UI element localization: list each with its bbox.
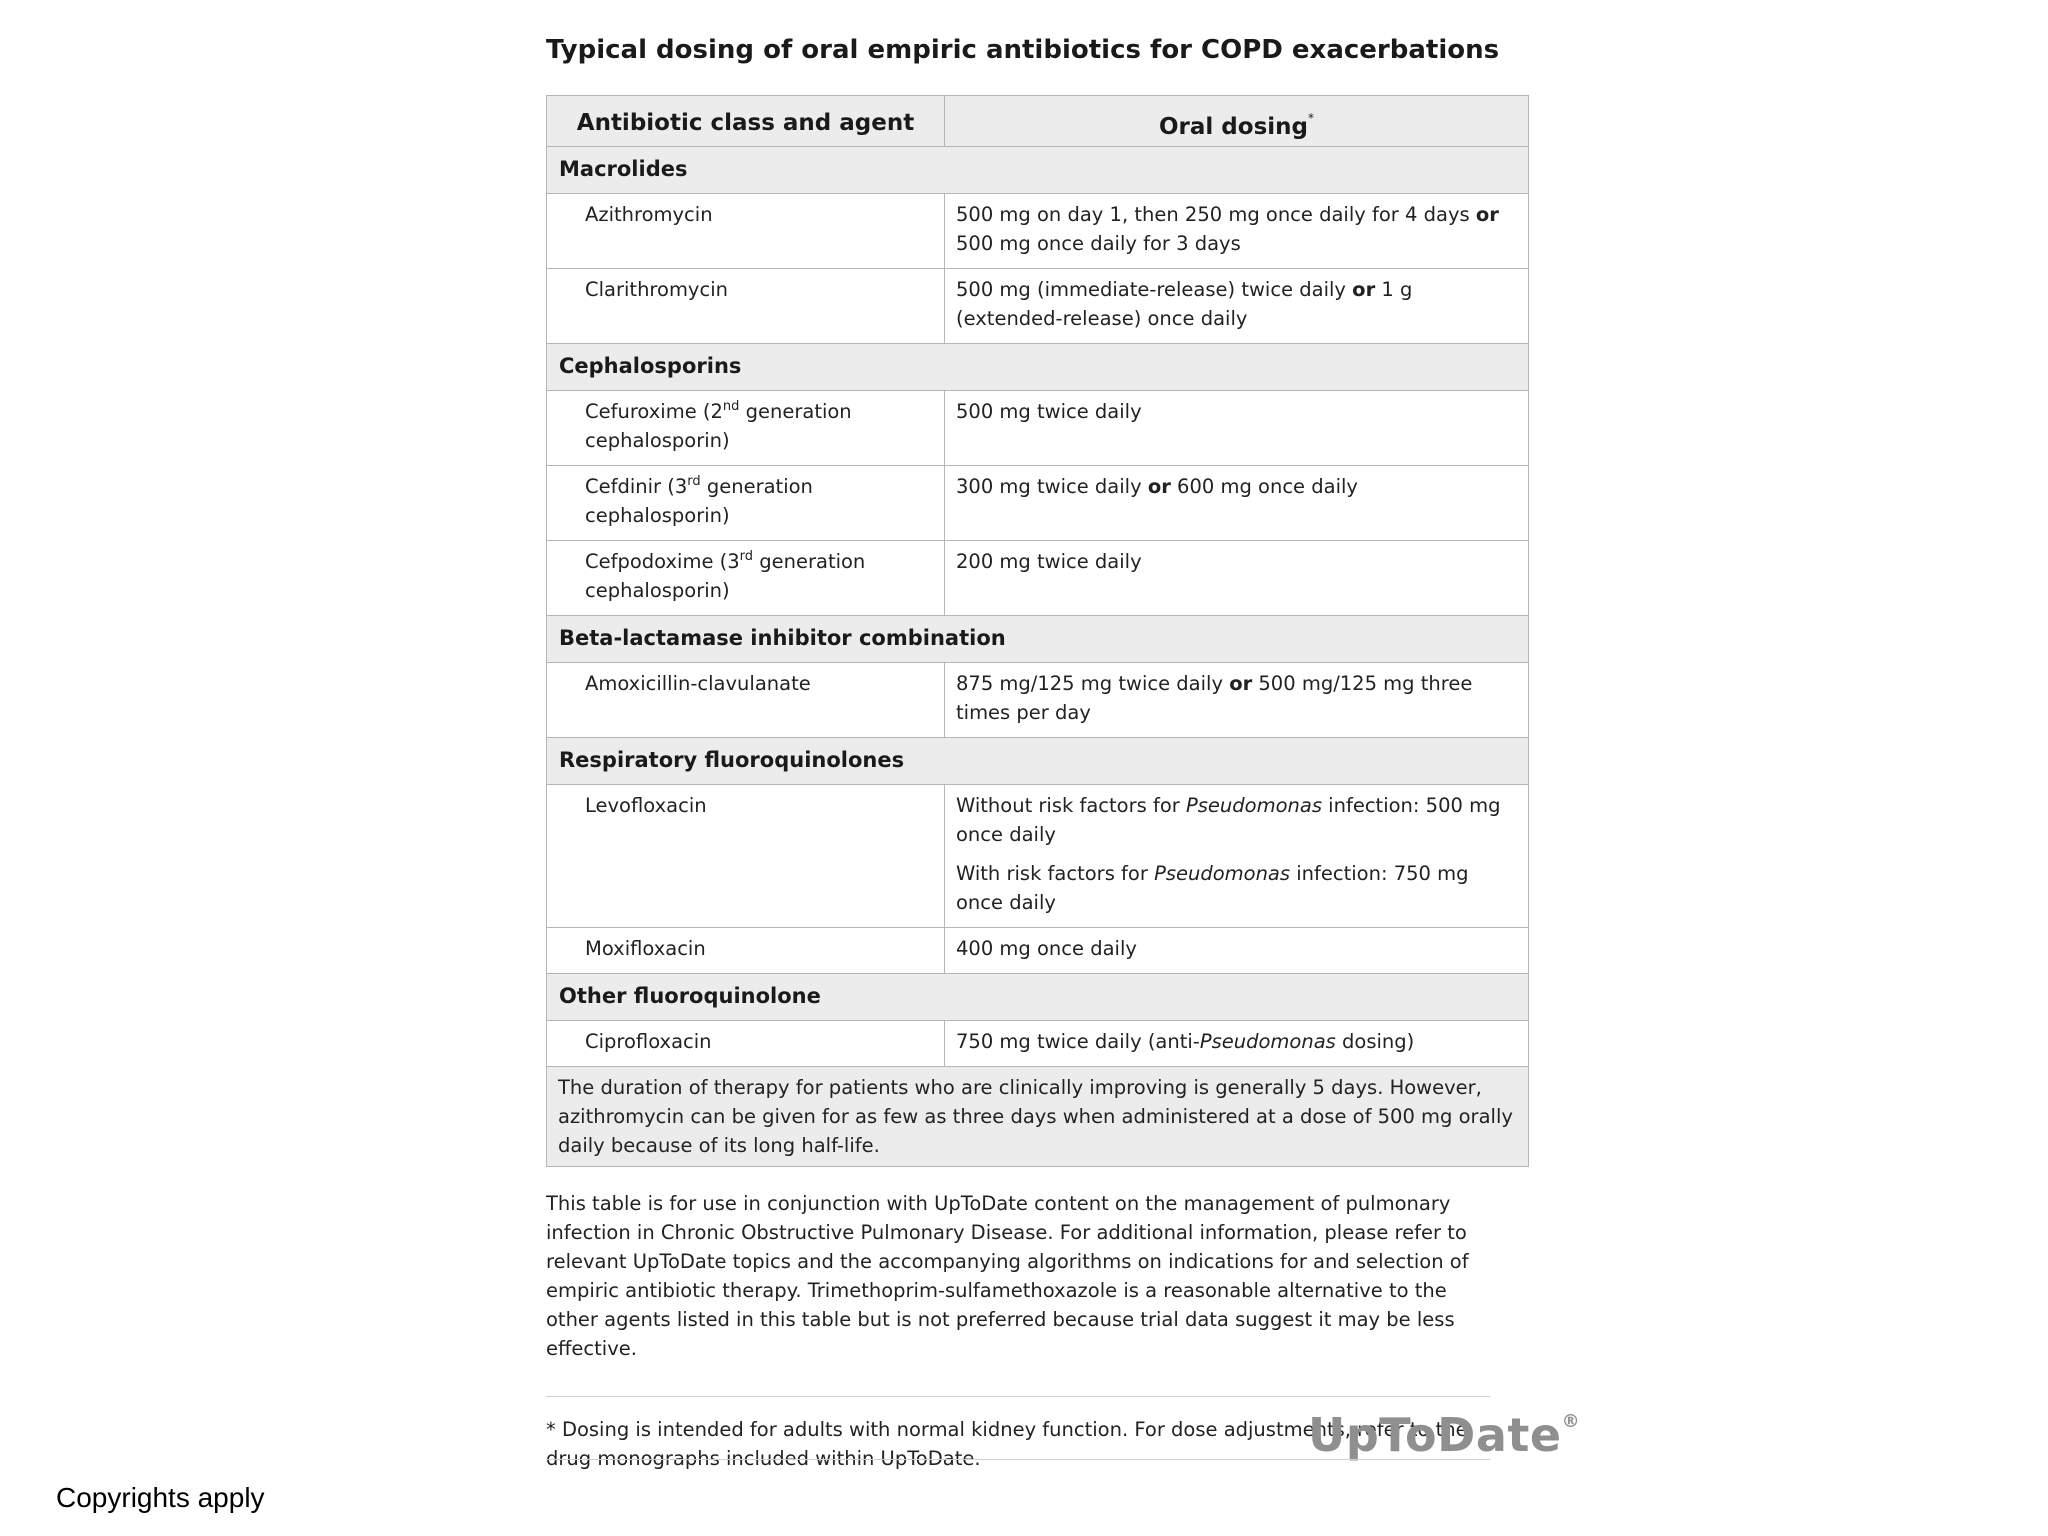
- text-run: Levofloxacin: [585, 794, 707, 817]
- text-run: Cefdinir (3: [585, 475, 688, 498]
- dosing-cell: [945, 194, 1529, 269]
- header-dosing-label: Oral dosing: [1159, 114, 1308, 140]
- table-row: [547, 269, 1529, 344]
- text-run: 500 mg once daily for 3 days: [956, 232, 1241, 255]
- group-heading: Respiratory fluoroquinolones: [547, 738, 1529, 785]
- text-run: 500 mg (immediate-release) twice daily: [956, 278, 1353, 301]
- agent-cell: [547, 928, 945, 974]
- dosing-paragraph: [956, 397, 1518, 426]
- uptodate-logo: [1308, 1408, 1580, 1462]
- text-run: 875 mg/125 mg twice daily: [956, 672, 1230, 695]
- text-run: 200 mg twice daily: [956, 550, 1142, 573]
- table-body: [547, 147, 1529, 1067]
- dosing-cell: [945, 663, 1529, 738]
- text-run: generation cephalosporin): [585, 475, 813, 527]
- emphasis-or: or: [1475, 203, 1499, 226]
- text-run: Clarithromycin: [585, 278, 728, 301]
- text-run: 500 mg on day 1, then 250 mg once daily for 4 days: [956, 203, 1476, 226]
- agent-cell: [547, 1021, 945, 1067]
- agent-cell: [547, 785, 945, 928]
- group-row: [547, 344, 1529, 391]
- agent-cell: [547, 541, 945, 616]
- dosing-cell: [945, 391, 1529, 466]
- dosing-paragraph: [956, 1027, 1518, 1056]
- footnote: * Dosing is intended for adults with normal kidney function. For dose adjustments, refer to the drug monographs included within UpToDate.: [546, 1418, 1468, 1470]
- table-row: [547, 541, 1529, 616]
- dosing-table: [546, 95, 1529, 1167]
- registered-mark: ®: [1561, 1411, 1581, 1432]
- header-agent: Antibiotic class and agent: [547, 96, 945, 147]
- text-run: Amoxicillin-clavulanate: [585, 672, 811, 695]
- usage-paragraph: This table is for use in conjunction with UpToDate content on the management of pulmonary infection in Chronic Obstructive Pulmonary Disease. For additional information, please refer to relevant UpToDate topics and the accompanying algorithms on indications for and selection of empiric antibiotic therapy. Trimethoprim-sulfamethoxazole is a reasonable alternative to the other agents listed in this table but is not preferred because trial data suggest it may be less effective.: [546, 1192, 1469, 1360]
- dosing-paragraph: [956, 934, 1518, 963]
- table-note-row: [547, 1067, 1529, 1167]
- group-row: [547, 616, 1529, 663]
- organism-name: Pseudomonas: [1186, 794, 1322, 817]
- text-run: Cefpodoxime (3: [585, 550, 740, 573]
- text-run: 500 mg/125 mg three times per day: [956, 672, 1473, 724]
- text-run: infection: 500 mg once daily: [956, 794, 1501, 846]
- dosing-paragraph: [956, 547, 1518, 576]
- text-run: Ciprofloxacin: [585, 1030, 712, 1053]
- group-row: [547, 147, 1529, 194]
- agent-cell: [547, 269, 945, 344]
- group-heading: Other fluoroquinolone: [547, 974, 1529, 1021]
- text-run: 300 mg twice daily: [956, 475, 1148, 498]
- dosing-cell: [945, 541, 1529, 616]
- group-row: [547, 738, 1529, 785]
- ordinal-suffix: rd: [687, 474, 701, 489]
- text-run: 600 mg once daily: [1170, 475, 1358, 498]
- copyright-notice: Copyrights apply: [56, 1482, 265, 1513]
- table-row: [547, 391, 1529, 466]
- dosing-paragraph: [956, 200, 1518, 258]
- dosing-paragraph: [956, 859, 1518, 917]
- text-run: Azithromycin: [585, 203, 713, 226]
- table-row: [547, 194, 1529, 269]
- text-run: 400 mg once daily: [956, 937, 1137, 960]
- ordinal-suffix: rd: [739, 549, 754, 564]
- ordinal-suffix: nd: [722, 399, 740, 414]
- dosing-cell: [945, 269, 1529, 344]
- organism-name: Pseudomonas: [1199, 1030, 1336, 1053]
- organism-name: Pseudomonas: [1154, 862, 1291, 885]
- emphasis-or: or: [1229, 672, 1253, 695]
- dosing-paragraph: [956, 791, 1518, 849]
- header-dosing-marker: *: [1307, 111, 1314, 125]
- dosing-cell: [945, 785, 1529, 928]
- table-row: [547, 466, 1529, 541]
- agent-cell: [547, 194, 945, 269]
- emphasis-or: or: [1147, 475, 1171, 498]
- text-run: Moxifloxacin: [585, 937, 706, 960]
- divider: [546, 1396, 1490, 1397]
- text-run: Cefuroxime (2: [585, 400, 723, 423]
- agent-cell: [547, 663, 945, 738]
- group-heading: Cephalosporins: [547, 344, 1529, 391]
- text-run: 500 mg twice daily: [956, 400, 1142, 423]
- text-run: dosing): [1335, 1030, 1415, 1053]
- dosing-paragraph: [956, 669, 1518, 727]
- text-run: generation cephalosporin): [585, 400, 852, 452]
- group-heading: Beta-lactamase inhibitor combination: [547, 616, 1529, 663]
- table-row: [547, 1021, 1529, 1067]
- document: [546, 30, 1530, 1473]
- agent-cell: [547, 466, 945, 541]
- bottom-divider: [546, 1459, 1490, 1460]
- text-run: 1 g (extended-release) once daily: [956, 278, 1413, 330]
- header-dosing: [945, 96, 1529, 147]
- text-run: generation cephalosporin): [585, 550, 866, 602]
- text-run: infection: 750 mg once daily: [956, 862, 1469, 914]
- group-row: [547, 974, 1529, 1021]
- text-run: With risk factors for: [956, 862, 1155, 885]
- table-row: [547, 663, 1529, 738]
- text-run: Without risk factors for: [956, 794, 1186, 817]
- logo-text: UpToDate: [1308, 1408, 1562, 1462]
- table-header-row: [547, 96, 1529, 147]
- group-heading: Macrolides: [547, 147, 1529, 194]
- dosing-paragraph: [956, 275, 1518, 333]
- table-row: [547, 785, 1529, 928]
- dosing-cell: [945, 1021, 1529, 1067]
- table-row: [547, 928, 1529, 974]
- text-run: 750 mg twice daily (anti-: [956, 1030, 1200, 1053]
- dosing-paragraph: [956, 472, 1518, 501]
- agent-cell: [547, 391, 945, 466]
- table-note: The duration of therapy for patients who are clinically improving is generally 5 days. However, azithromycin can be given for as few as three days when administered at a dose of 500 mg orally daily because of its long half-life.: [547, 1067, 1529, 1167]
- dosing-cell: [945, 928, 1529, 974]
- emphasis-or: or: [1352, 278, 1376, 301]
- dosing-cell: [945, 466, 1529, 541]
- page-title: Typical dosing of oral empiric antibiotics for COPD exacerbations: [546, 35, 1500, 65]
